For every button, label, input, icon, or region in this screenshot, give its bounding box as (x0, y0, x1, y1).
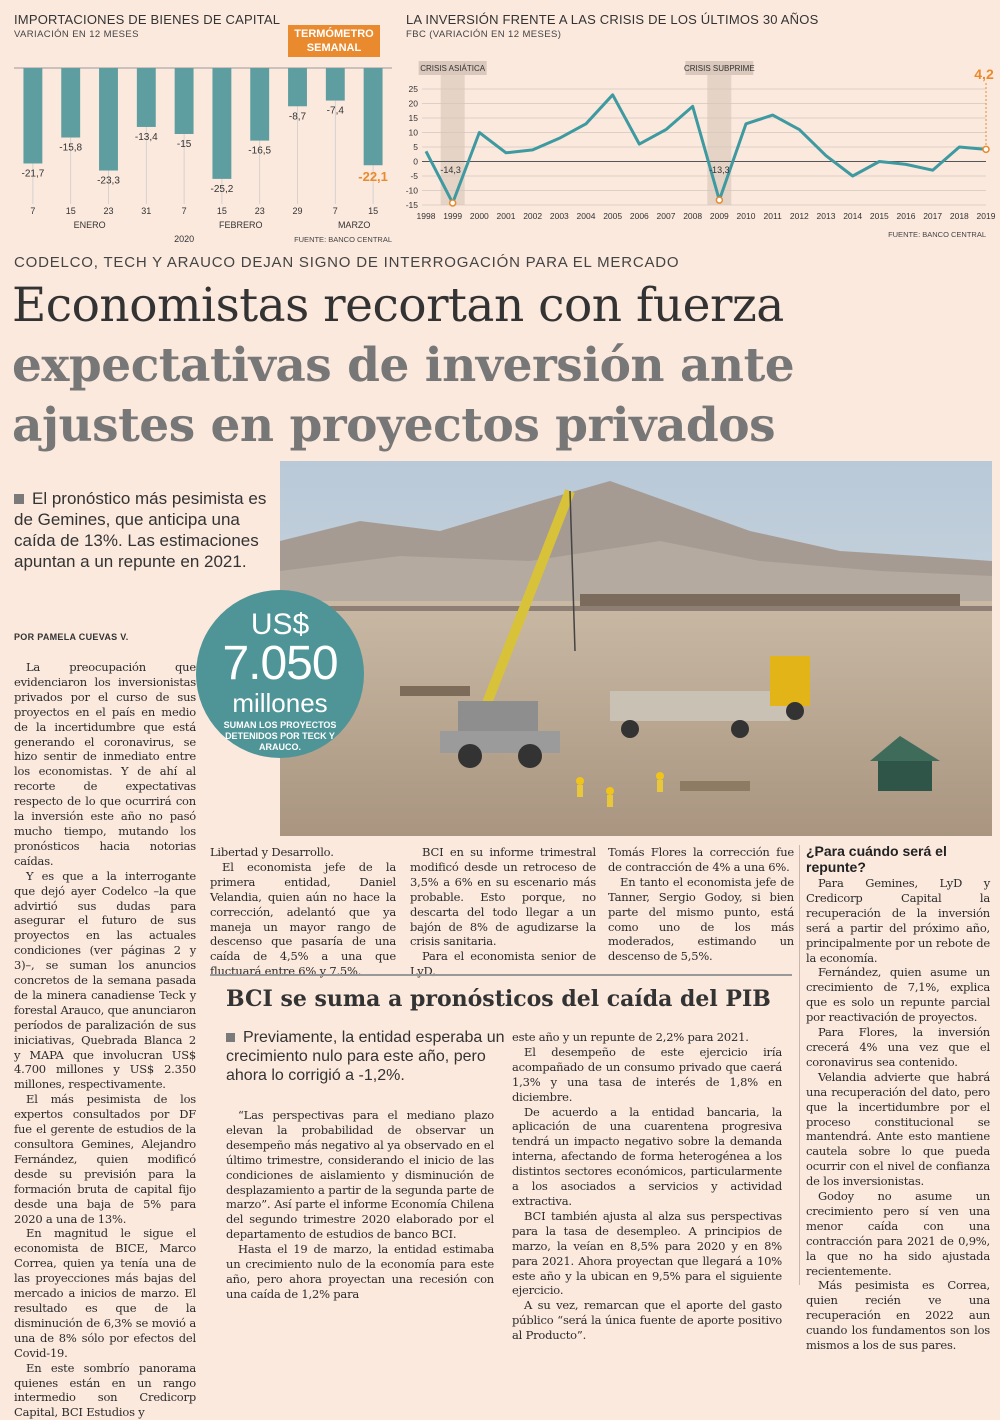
paragraph: Para Gemines, LyD y Credicorp Capital la recuperación de la inversión será a partir del próximo año, principalmente por un rebote de la economía. (806, 876, 990, 965)
headline (12, 276, 992, 456)
paragraph: Hasta el 19 de marzo, la entidad estimaba un crecimiento nulo de la economía para este año, pero ahora proyectan una recesión con una caída de 1,2% para (226, 1242, 494, 1301)
x-tick-label: 1998 (416, 211, 436, 221)
bar-data-label: -16,5 (248, 145, 272, 157)
x-tick-label: 2016 (896, 211, 916, 221)
x-tick-label: 29 (292, 206, 303, 216)
y-tick-label: 0 (413, 156, 418, 167)
x-tick-label: 2009 (709, 211, 729, 221)
month-label: FEBRERO (219, 220, 263, 230)
callout-note: SUMAN LOS PROYECTOS DETENIDOS POR TECK Y ARAUCO. (223, 720, 337, 752)
y-tick-label: 15 (408, 113, 418, 123)
byline: POR PAMELA CUEVAS V. (14, 632, 129, 642)
bci-box-lead-text: Previamente, la entidad esperaba un crecimiento nulo para este año, pero ahora lo corrigió a -1,2%. (226, 1029, 505, 1084)
bar-data-label: -7,4 (326, 105, 344, 117)
bar-data-label: -22,1 (358, 169, 388, 185)
construction-site-photo (280, 461, 992, 836)
paragraph: “Las perspectivas para el mediano plazo elevan la probabilidad de observar un desempeño más negativo al ya observado en el último trimestre, considerando el inicio de las condiciones de aislamiento y disminución de desplazamiento a partir de la segunda parte de marzo”. Así parte el informe Economía Chilena del segundo trimestre 2020 elaborado por el departamento de estudios de banco BCI. (226, 1108, 494, 1242)
bar-data-label: -15,8 (59, 142, 83, 154)
sidebar-column (806, 876, 990, 1353)
y-tick-label: -15 (405, 200, 418, 210)
paragraph: BCI también ajusta al alza sus perspectivas para la tasa de desempleo. A principios de marzo, la veían en 8,5% para 2020 y en 8% para 2021. Ahora proyectan que llegará a 10% este año y la ubican en 9,5% para el siguiente ejercicio. (512, 1208, 782, 1298)
bar (61, 68, 80, 138)
paragraph: Tomás Flores la corrección fue de contracción de 4% a una 6%. (608, 845, 794, 874)
source-label: FUENTE: BANCO CENTRAL (294, 235, 392, 244)
line-chart (400, 55, 1000, 245)
kicker: CODELCO, TECH Y ARAUCO DEJAN SIGNO DE INTERROGACIÓN PARA EL MERCADO (14, 254, 680, 271)
paragraph: Para el economista senior de LyD, (410, 949, 596, 979)
crisis-label: CRISIS SUBPRIME (683, 64, 755, 73)
bar (175, 68, 194, 134)
x-tick-label: 23 (103, 206, 114, 216)
paragraph: Y es que a la interrogante que dejó ayer Codelco –la que advirtió sus dudas para asegurar el futuro de sus proyectos en las actuales condiciones (ver páginas 2 y 3)–, se suman los anuncios concretos de la semana pasada de la minera canadiense Teck y forestal Arauco, que anunciaron períodos de paralización de sus iniciativas, Quebrada Blanca 2 y MAPA que involucran US$ 4.700 millones y US$ 2.350 millones, respectivamente. (14, 868, 196, 1092)
paragraph: La preocupación que evidenciaron los inversionistas privados por el curso de sus proyectos en el país en medio de la incertidumbre que está generando el coronavirus, se hizo sentir de inmediato entre los economistas. Y de ahí al recorte de expectativas respecto de lo que ocurrirá con la inversión este año no pasó mucho tiempo, mutando los pronósticos hacia notorias caídas. (14, 660, 196, 868)
x-tick-label: 2019 (976, 211, 996, 221)
bar-data-label: -21,7 (21, 168, 45, 180)
x-tick-label: 2001 (496, 211, 516, 221)
headline-line2: expectativas de inversión ante (12, 338, 795, 393)
y-tick-label: 20 (408, 98, 418, 109)
body-column-3 (410, 845, 596, 979)
bar (212, 68, 231, 179)
line-chart-subtitle: FBC (VARIACIÓN EN 12 MESES) (406, 29, 562, 40)
bci-box-column-left (226, 1108, 494, 1302)
x-tick-label: 2004 (576, 211, 596, 221)
bar (288, 68, 307, 106)
investment-callout (196, 590, 364, 758)
badge-line1: TERMÓMETRO (294, 28, 374, 40)
x-tick-label: 2014 (843, 211, 863, 221)
x-tick-label: 2008 (683, 211, 703, 221)
paragraph: Más pesimista es Correa, quien recién ve una recuperación en 2022 aun cuando los fundamentos son los mismos a los de sus pares. (806, 1278, 990, 1353)
x-tick-label: 2018 (949, 211, 969, 221)
month-label: ENERO (73, 220, 106, 230)
highlight-point (716, 197, 722, 203)
paragraph: A su vez, remarcan que el aporte del gasto público “será la única fuente de aporte positivo al Producto”. (512, 1298, 782, 1343)
body-column-1 (14, 660, 196, 1420)
bci-box-lead (226, 1028, 506, 1085)
year-label: 2020 (174, 234, 195, 244)
month-label: MARZO (337, 220, 371, 230)
bar-data-label: -25,2 (210, 183, 234, 195)
x-tick-label: 2006 (629, 211, 649, 221)
x-tick-label: 2007 (656, 211, 676, 221)
bar-data-label: -23,3 (97, 175, 120, 187)
bar (137, 68, 156, 127)
paragraph: Velandia advierte que habrá una recuperación del dato, pero que la incertidumbre por el proceso constitucional se mantendrá. Ante esto mantiene cautela sobre lo que pueda ocurrir con el nivel de confianza de los inversionistas. (806, 1069, 990, 1189)
bar-data-label: -13,4 (134, 131, 158, 143)
bar (99, 68, 118, 171)
sidebar-title: ¿Para cuándo será el repunte? (806, 843, 947, 875)
bar-data-label: -15 (176, 139, 192, 150)
y-tick-label: 10 (408, 127, 418, 138)
x-tick-label: 2005 (603, 211, 623, 221)
paragraph: El más pesimista de los expertos consultados por DF fue el gerente de estudios de la consultora Gemines, Alejandro Fernández, quien modificó desde su previsión para la formación bruta de capital fijo desde una baja de 5% para 2020 a una de 13%. (14, 1092, 196, 1226)
bar-chart-title: IMPORTACIONES DE BIENES DE CAPITAL (14, 12, 281, 27)
y-tick-label: -10 (405, 185, 418, 196)
bci-box-column-right (512, 1030, 782, 1343)
y-tick-label: 5 (413, 142, 418, 152)
paragraph: De acuerdo a la entidad bancaria, la aplicación de una cuarentena progresiva tendrá un impacto negativo sobre la demanda interna, afectando de forma heterogénea a los distintos sectores económicos, particularmente a los asociados a servicios y actividad extractiva. (512, 1104, 782, 1208)
callout-unit: millones (232, 688, 328, 718)
paragraph: Godoy no asume un crecimiento pero sí ven una menor caída con una contracción para 2021 de 0,9%, la que no ha sido ajustada recientemente. (806, 1189, 990, 1278)
bar (364, 68, 383, 165)
x-tick-label: 2003 (549, 211, 569, 221)
line-chart-title: LA INVERSIÓN FRENTE A LAS CRISIS DE LOS ÚLTIMOS 30 AÑOS (406, 12, 819, 27)
body-column-2 (210, 845, 396, 979)
last-value-label: 4,2 (974, 66, 994, 82)
bar-data-label: -8,7 (288, 111, 307, 123)
lead-summary (14, 488, 284, 572)
x-tick-label: 7 (332, 206, 338, 216)
point-label: -14,3 (440, 165, 461, 176)
headline-line1: Economistas recortan con fuerza (12, 278, 784, 333)
x-tick-label: 15 (216, 206, 227, 216)
body-column-4 (608, 845, 794, 964)
paragraph: En tanto el economista jefe de Tanner, Sergio Godoy, si bien parte del mismo punto, está como uno de los más moderados, estimando un descenso de 5,5%. (608, 874, 794, 964)
bar (250, 68, 269, 141)
x-tick-label: 2012 (789, 211, 809, 221)
x-tick-label: 2017 (923, 211, 943, 221)
x-tick-label: 1999 (443, 211, 463, 221)
y-tick-label: -5 (410, 171, 418, 181)
paragraph: En este sombrío panorama quienes están en un rango intermedio son Credicorp Capital, BCI Estudios y (14, 1360, 196, 1420)
x-tick-label: 2002 (523, 211, 543, 221)
x-tick-label: 2011 (763, 211, 782, 221)
termometro-badge (288, 25, 380, 57)
x-tick-label: 7 (30, 206, 36, 216)
fbc-series-line (426, 95, 986, 203)
highlight-point (450, 200, 456, 206)
x-tick-label: 23 (254, 206, 265, 216)
bullet-square-icon (14, 494, 24, 504)
badge-line2: SEMANAL (306, 42, 362, 54)
point-label: -13,3 (709, 165, 730, 176)
paragraph: El economista jefe de la primera entidad, Daniel Velandia, quien aún no hace la corrección, adelantó que ya maneja un mayor rango de descenso que pasaría de una caída de 4,5% a una que fluctuará entre 6% y 7,5%. (210, 859, 396, 979)
bullet-square-icon (226, 1033, 235, 1042)
x-tick-label: 31 (141, 206, 152, 216)
lead-text: El pronóstico más pesimista es de Gemines, que anticipa una caída de 13%. Las estimaciones apuntan a un repunte en 2021. (14, 489, 267, 571)
callout-currency: US$ (250, 608, 310, 641)
callout-amount: 7.050 (222, 637, 338, 690)
bar (326, 68, 345, 101)
source-label: FUENTE: BANCO CENTRAL (888, 230, 986, 239)
crisis-band (707, 63, 731, 205)
paragraph: Para Flores, la inversión crecerá 4% una vez que el coronavirus sea contenido. (806, 1025, 990, 1069)
paragraph: Fernández, quien asume un crecimiento de 7,1%, explica que es solo un repunte parcial por reactivación de proyectos. (806, 965, 990, 1025)
bar (23, 68, 42, 163)
paragraph: Libertad y Desarrollo. (210, 845, 334, 859)
headline-line3: ajustes en proyectos privados (12, 398, 776, 453)
bci-box (210, 974, 792, 1343)
highlight-point (983, 146, 989, 152)
x-tick-label: 2015 (869, 211, 889, 221)
paragraph: El desempeño de este ejercicio iría acompañado de un consumo privado que caerá 1,3% y una tasa de interés de 1,8% en diciembre. (512, 1044, 782, 1104)
y-tick-label: 25 (408, 84, 418, 94)
x-tick-label: 2010 (736, 211, 756, 221)
x-tick-label: 15 (65, 206, 76, 216)
bar-chart (0, 60, 400, 245)
x-tick-label: 15 (368, 206, 379, 216)
x-tick-label: 7 (181, 206, 187, 216)
paragraph: este año y un repunte de 2,2% para 2021. (512, 1030, 749, 1044)
paragraph: BCI en su informe trimestral modificó desde un retroceso de 3,5% a 6% en su escenario más probable. Esto porque, no descarta del todo llegar a un bajón de 8% de agudizarse la crisis sanitaria. (410, 845, 596, 949)
x-tick-label: 2000 (469, 211, 489, 221)
bar-chart-subtitle: VARIACIÓN EN 12 MESES (14, 29, 139, 40)
sidebar-divider (799, 845, 800, 1285)
paragraph: En magnitud le sigue el economista de BICE, Marco Correa, quien ya tenía una de las proyecciones más bajas del mercado a inicios de marzo. El resultado es que de la disminución de 6,3% se movió a una de 8% sólo por efectos del Covid-19. (14, 1226, 196, 1360)
bci-box-title: BCI se suma a pronósticos del caída del PIB (226, 986, 771, 1012)
crisis-label: CRISIS ASIÁTICA (420, 64, 486, 73)
x-tick-label: 2013 (816, 211, 836, 221)
